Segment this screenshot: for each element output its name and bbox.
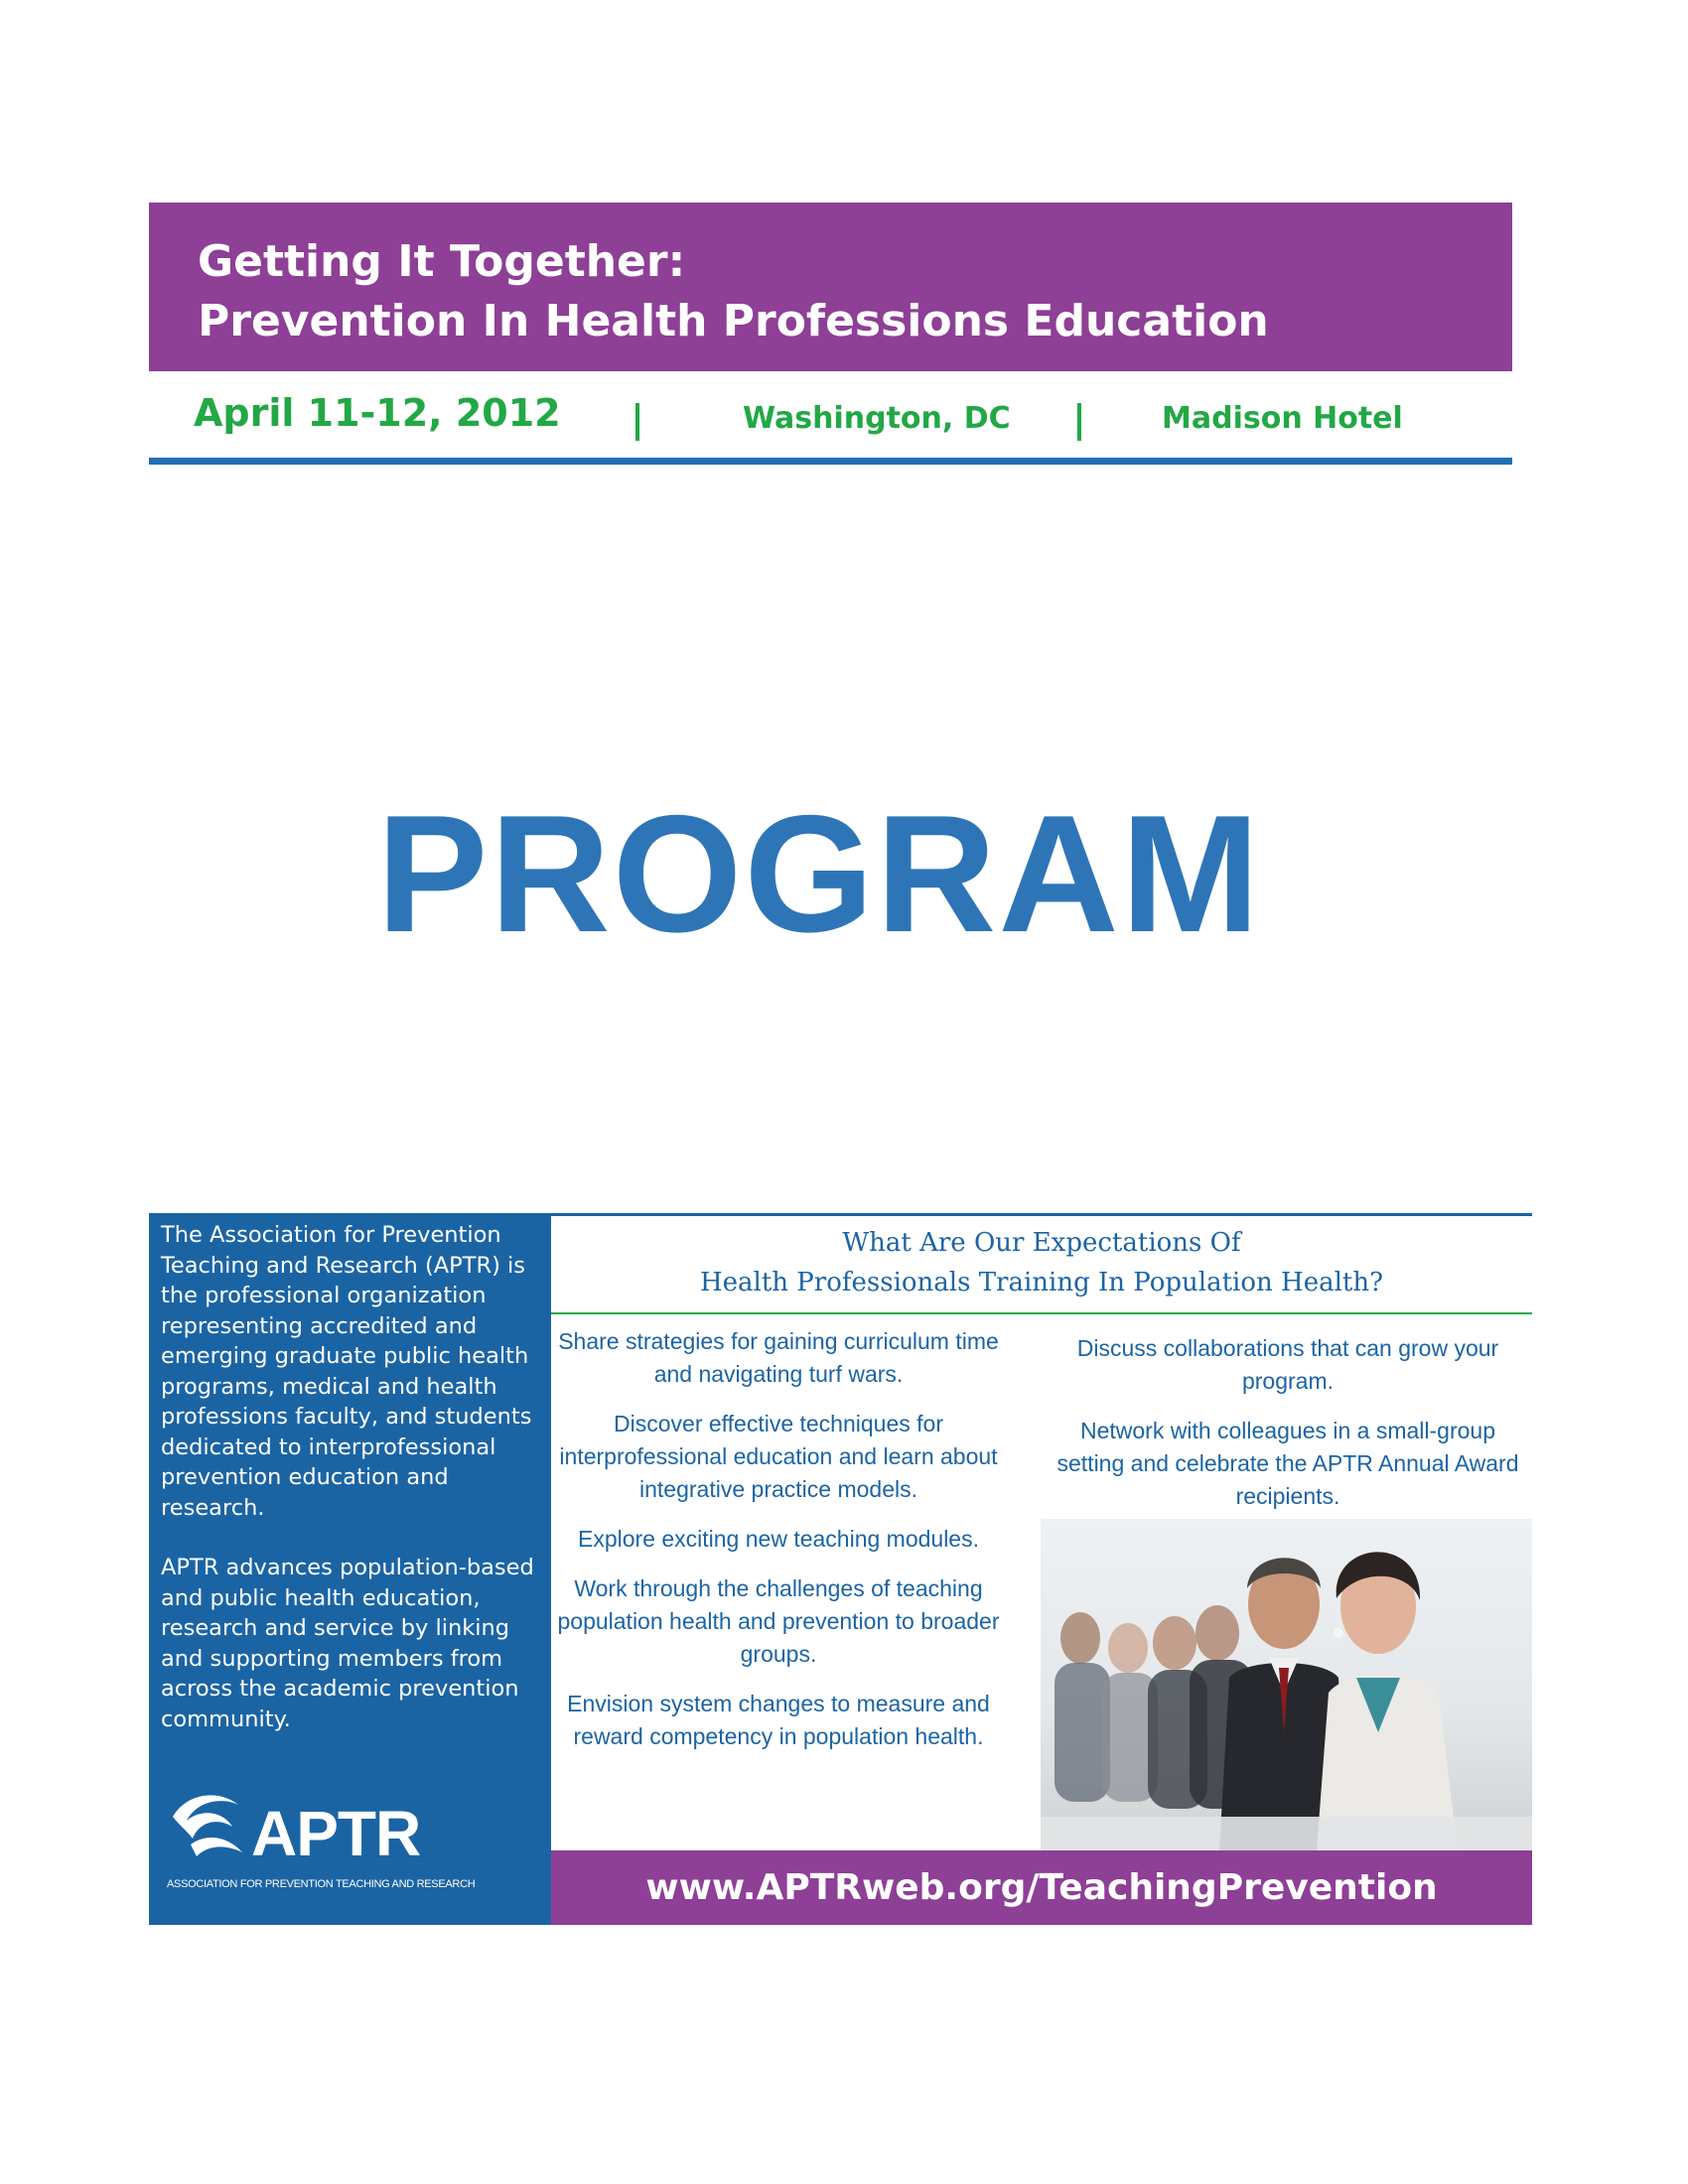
- about-panel: [149, 1213, 551, 1925]
- heading-line1: What Are Our Expectations Of: [842, 1228, 1241, 1258]
- points-right-column: [1050, 1332, 1526, 1530]
- separator: [1077, 403, 1081, 441]
- list-item: Network with colleagues in a small-group setting and celebrate the APTR Annual Award recipients.: [1056, 1418, 1519, 1509]
- website-url[interactable]: www.APTRweb.org/TeachingPrevention: [551, 1850, 1532, 1925]
- event-venue: Madison Hotel: [1162, 401, 1403, 436]
- list-item: Share strategies for gaining curriculum time and navigating turf wars.: [558, 1328, 999, 1387]
- event-city: Washington, DC: [743, 401, 1011, 436]
- banner-title-line1: Getting It Together:: [198, 236, 686, 287]
- list-item: Discover effective techniques for interprofessional education and learn about integrative practice models.: [559, 1411, 998, 1502]
- divider: [551, 1312, 1532, 1314]
- heading-line2: Health Professionals Training In Population Health?: [699, 1268, 1384, 1297]
- points-left-column: [551, 1325, 1006, 1770]
- people-photo-illustration: [1041, 1519, 1532, 1850]
- event-date: April 11-12, 2012: [194, 391, 561, 435]
- about-paragraph: The Association for Prevention Teaching and Research (APTR) is the professional organization representing accredited and emerging graduate public health programs, medical and health professions faculty, and students dedicated to interprofessional prevention education and research.: [161, 1222, 532, 1521]
- colleagues-photo: [1041, 1519, 1532, 1850]
- list-item: Discuss collaborations that can grow your program.: [1076, 1335, 1499, 1394]
- divider: [551, 1213, 1532, 1216]
- expectations-panel: [551, 1213, 1532, 1925]
- about-paragraph: APTR advances population-based and public health education, research and service by linking and supporting members from across the academic prevention community.: [161, 1555, 534, 1732]
- separator: [635, 403, 639, 441]
- wave-logo-icon: [167, 1787, 256, 1866]
- list-item: Work through the challenges of teaching population health and prevention to broader groups.: [557, 1575, 1000, 1667]
- logo-wordmark: APTR: [251, 1798, 421, 1869]
- banner-title-line2: Prevention In Health Professions Education: [198, 296, 1269, 346]
- header-banner: [149, 203, 1512, 371]
- list-item: Explore exciting new teaching modules.: [577, 1526, 979, 1552]
- aptr-advertisement: [149, 1213, 1532, 1925]
- event-info-bar: [149, 371, 1512, 465]
- list-item: Envision system changes to measure and reward competency in population health.: [567, 1691, 990, 1749]
- expectations-heading: [551, 1223, 1532, 1302]
- logo-subtitle: ASSOCIATION FOR PREVENTION TEACHING AND RESEARCH: [167, 1878, 476, 1890]
- page-title: PROGRAM: [376, 780, 1262, 967]
